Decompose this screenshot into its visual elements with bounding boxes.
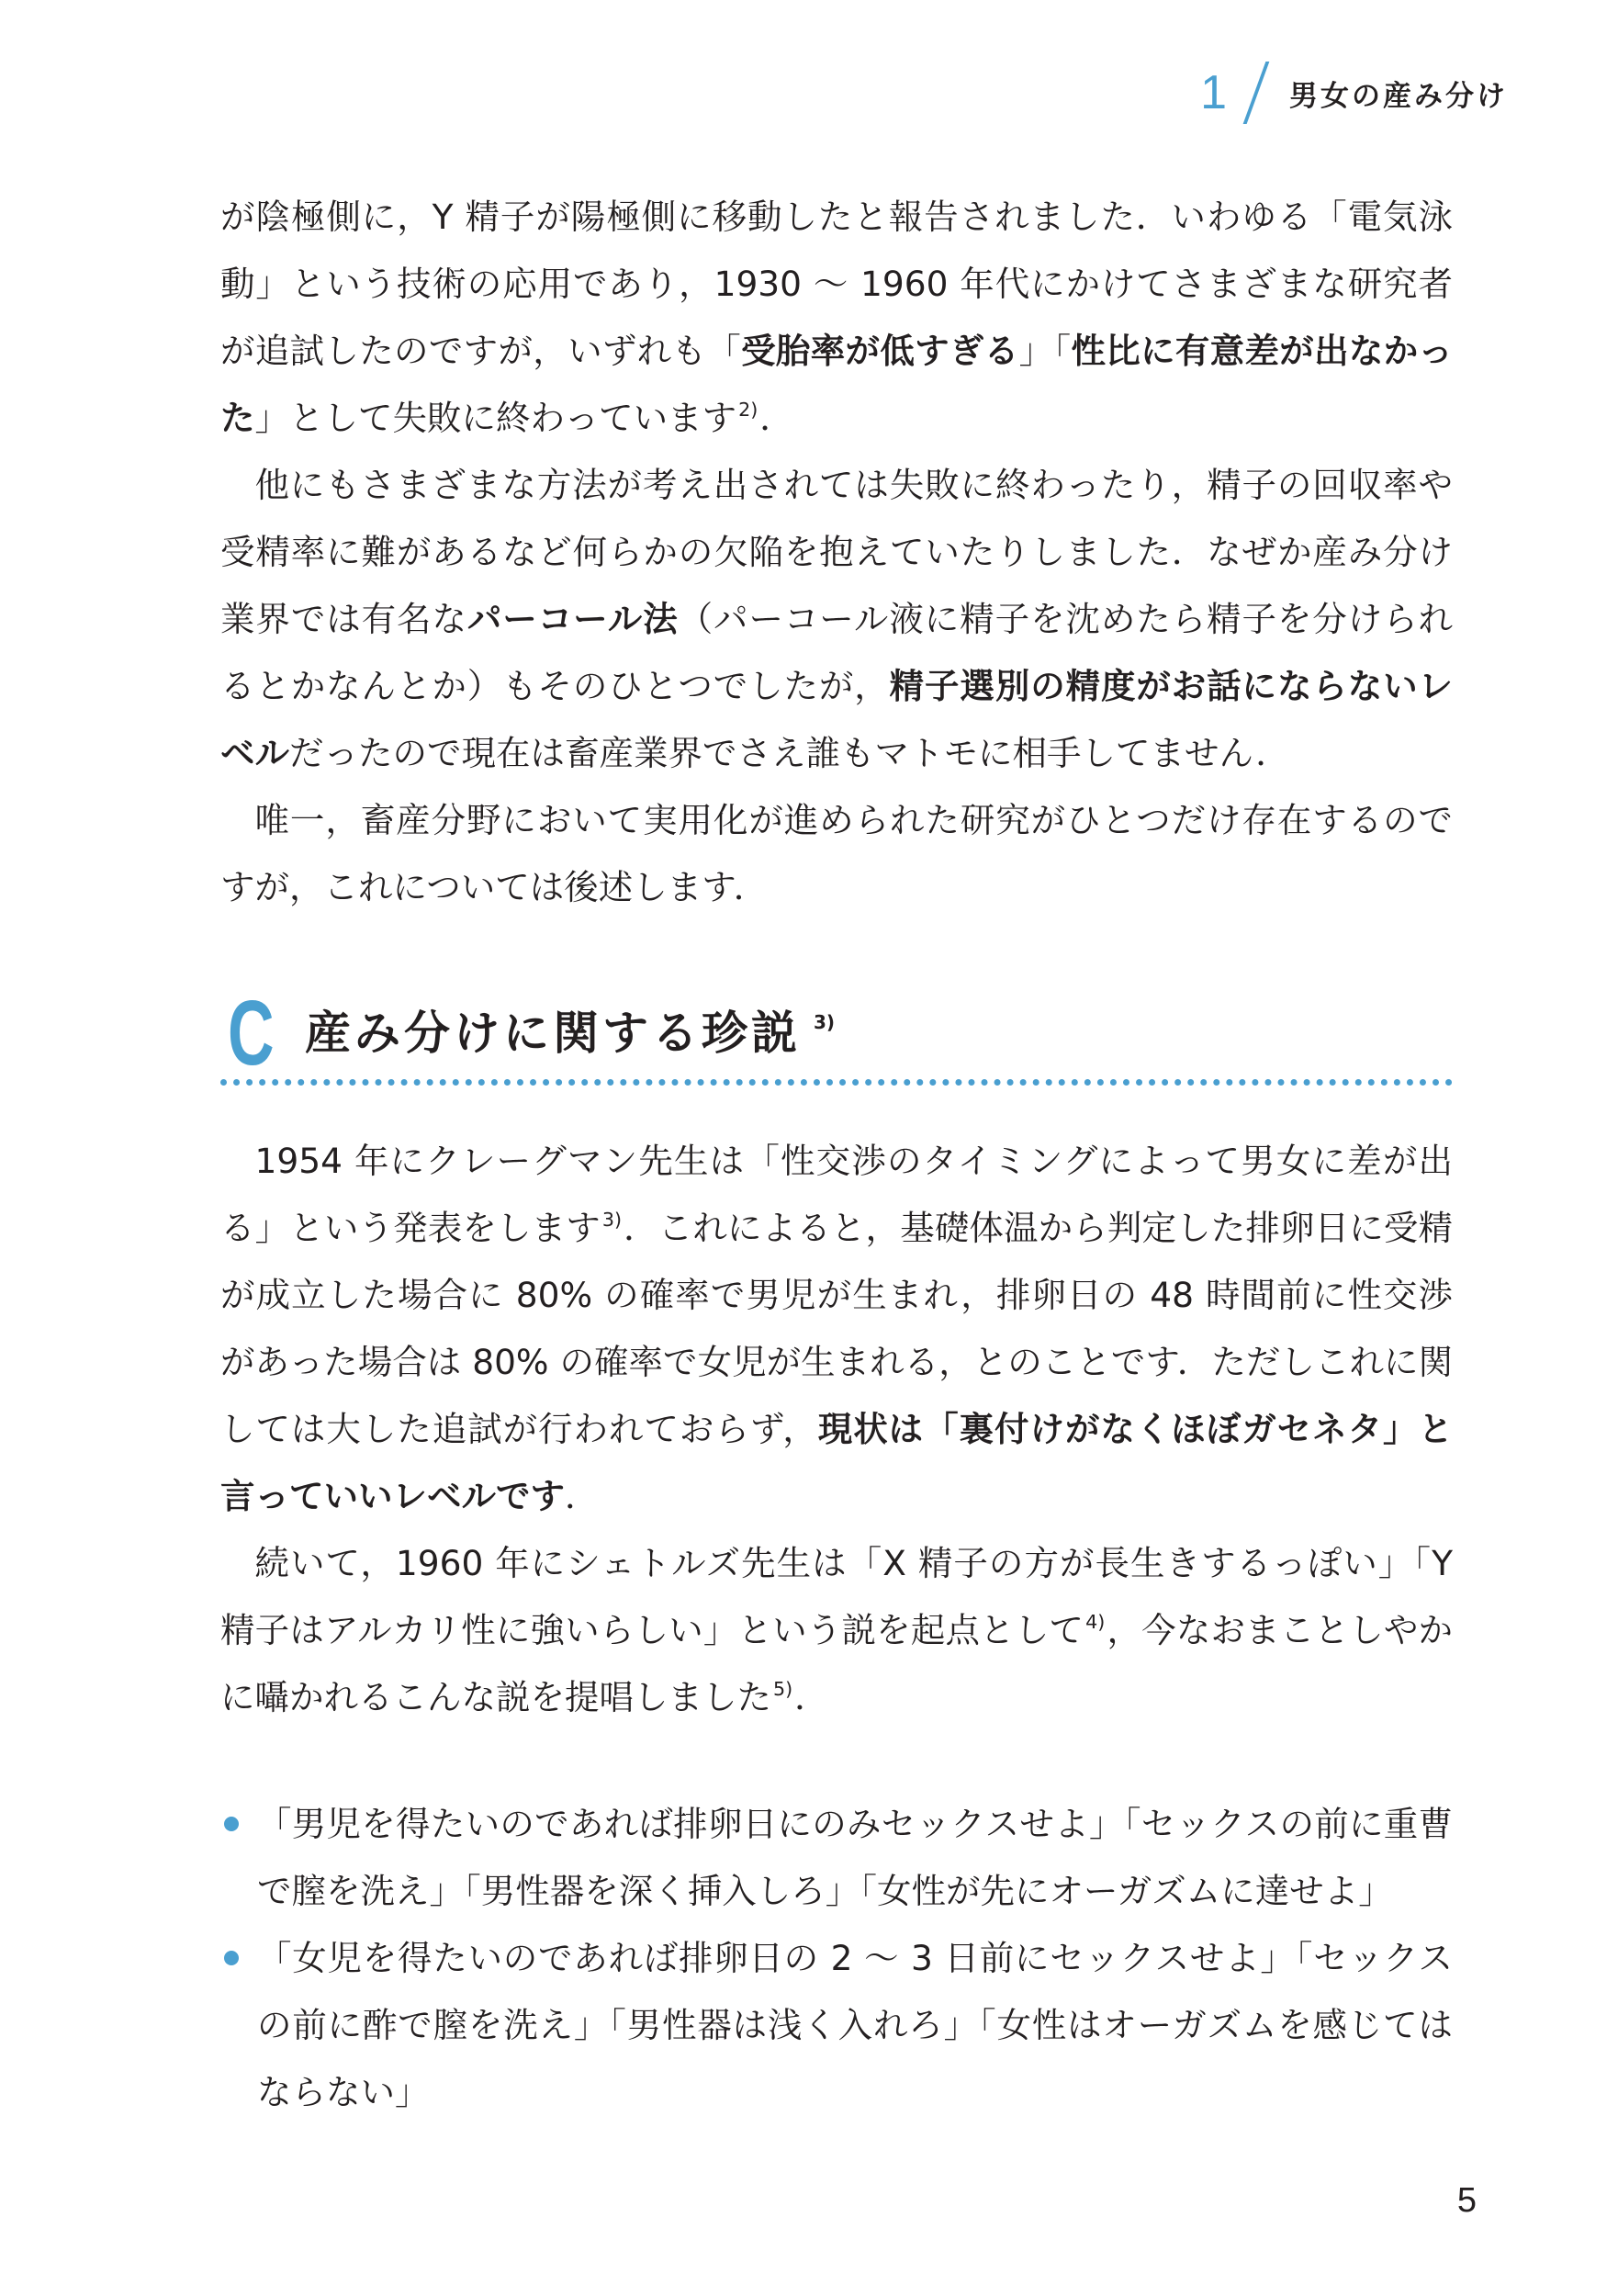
reference-marker: 5)	[773, 1677, 793, 1700]
section-heading	[220, 982, 1453, 1086]
page-number: 5	[1456, 2181, 1477, 2220]
dotted-divider	[220, 1079, 1453, 1086]
list-item: 「男児を得たいのであれば排卵日にのみセックスせよ」「セックスの前に重曹で膣を洗え」「男性器を深く挿入しろ」「女性が先にオーガズムに達せよ」	[220, 1791, 1453, 1925]
body-text-block-1	[220, 184, 1453, 921]
chapter-title: 男女の産み分け	[1289, 79, 1508, 113]
bullet-list	[220, 1791, 1453, 2126]
reference-marker: 3)	[601, 1208, 623, 1231]
emphasis-text: 性比に有意差が出なかった	[220, 331, 1454, 438]
paragraph: 1954 年にクレーグマン先生は「性交渉のタイミングによって男女に差が出る」という発表をします$^{3)}$．これによると，基礎体温から判定した排卵日に受精が成立した場合に 80% の確率で男児が生まれ，排卵日の 48 時間前に性交渉があった場合は 80% の確率で女児が生まれる，とのことです．ただしこれに関しては大した追試が行われておらず，現状は「裏付けがなくほぼガセネタ」と言っていいレベルです．	[220, 1141, 1454, 1516]
emphasis-text: 受胎率が低すぎる	[741, 331, 1019, 371]
reference-marker: 2)	[738, 398, 758, 421]
paragraph: が陰極側に，Y 精子が陽極側に移動したと報告されました．いわゆる「電気泳動」という技術の応用であり，1930 ～ 1960 年代にかけてさまざまな研究者が追試したのですが，いずれも「受胎率が低すぎる」「性比に有意差が出なかった」として失敗に終わっています$^{2)}$．	[220, 197, 1454, 438]
header-slash-divider	[1243, 62, 1270, 124]
emphasis-text: パーコール法	[466, 599, 679, 639]
paragraph: 他にもさまざまな方法が考え出されては失敗に終わったり，精子の回収率や受精率に難があるなど何らかの欠陥を抱えていたりしました．なぜか産み分け業界では有名なパーコール法（パーコール液に精子を沈めたら精子を分けられるとかなんとか）もそのひとつでしたが，精子選別の精度がお話にならないレベルだったので現在は畜産業界でさえ誰もマトモに相手してません．	[220, 465, 1454, 773]
section-title: 産み分けに関する珍説 $^{3)}$	[305, 1007, 836, 1060]
paragraph: 唯一，畜産分野において実用化が進められた研究がひとつだけ存在するのですが，これについては後述します．	[220, 800, 1453, 907]
reference-marker: 3)	[814, 1011, 836, 1033]
reference-marker: 4)	[1085, 1610, 1106, 1633]
list-item: 「女児を得たいのであれば排卵日の 2 ～ 3 日前にセックスせよ」「セックスの前に酢で膣を洗え」「男性器は浅く入れろ」「女性はオーガズムを感じてはならない」	[220, 1925, 1453, 2126]
section-letter: C	[228, 982, 275, 1085]
emphasis-text: 精子選別の精度がお話にならないレベル	[220, 666, 1454, 773]
bullet-dot-icon	[224, 1817, 239, 1831]
body-text-block-2	[220, 1128, 1453, 1731]
chapter-number: 1	[1200, 66, 1227, 119]
bullet-dot-icon	[224, 1951, 239, 1965]
emphasis-text: 現状は「裏付けがなくほぼガセネタ」と言っていいレベルです	[220, 1409, 1453, 1516]
paragraph: 続いて，1960 年にシェトルズ先生は「X 精子の方が長生きするっぽい」「Y 精子はアルカリ性に強いらしい」という説を起点として$^{4)}$，今なおまことしやかに囁かれるこんな説を提唱しました$^{5)}$．	[220, 1543, 1453, 1717]
running-header	[1200, 61, 1508, 125]
